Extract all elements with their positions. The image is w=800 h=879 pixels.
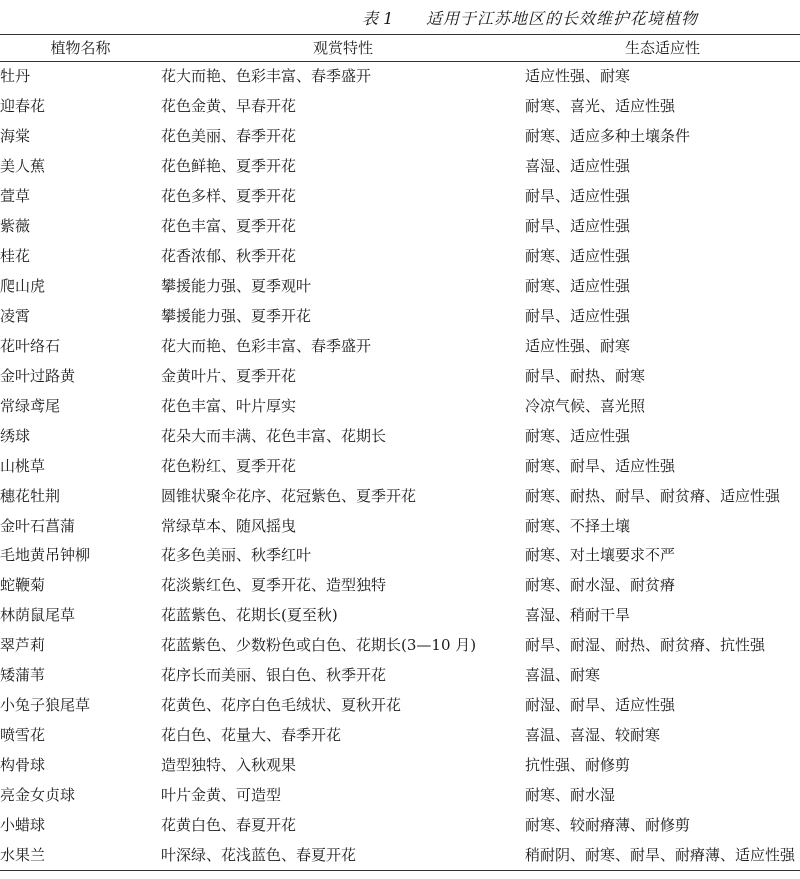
plant-name-cell: 爬山虎 — [0, 277, 46, 296]
table-row — [0, 122, 800, 152]
ecology-cell: 适应性强、耐寒 — [525, 67, 631, 86]
ornamental-cell: 花色美丽、春季开花 — [161, 127, 297, 146]
ornamental-cell: 花大而艳、色彩丰富、春季盛开 — [161, 67, 372, 86]
plant-name-cell: 凌霄 — [0, 306, 31, 325]
plant-name-cell: 绣球 — [0, 426, 31, 445]
ornamental-cell: 造型独特、入秋观果 — [161, 756, 297, 775]
plant-name-cell: 毛地黄吊钟柳 — [0, 546, 91, 565]
table-row — [0, 511, 800, 541]
plant-name-cell: 构骨球 — [0, 756, 46, 775]
ecology-cell: 耐寒、喜光、适应性强 — [525, 97, 676, 116]
ecology-cell: 耐寒、对土壤要求不严 — [525, 546, 676, 565]
ornamental-cell: 攀援能力强、夏季观叶 — [161, 277, 312, 296]
ecology-cell: 耐旱、耐热、耐寒 — [525, 366, 646, 385]
plant-name-cell: 常绿鸢尾 — [0, 396, 61, 415]
plant-name-cell: 穗花牡荆 — [0, 486, 61, 505]
table-row — [0, 631, 800, 661]
table-row — [0, 62, 800, 92]
ornamental-cell: 攀援能力强、夏季开花 — [161, 306, 312, 325]
table-row — [0, 601, 800, 631]
ornamental-cell: 花淡紫红色、夏季开花、造型独特 — [161, 576, 387, 595]
ornamental-cell: 花蓝紫色、花期长(夏至秋) — [161, 606, 338, 625]
plant-name-cell: 金叶石菖蒲 — [0, 516, 76, 535]
table-title: 适用于江苏地区的长效维护花境植物 — [426, 9, 699, 28]
ecology-cell: 耐寒、耐旱、适应性强 — [525, 456, 676, 475]
ornamental-cell: 花朵大而丰满、花色丰富、花期长 — [161, 426, 387, 445]
ecology-cell: 耐旱、适应性强 — [525, 217, 631, 236]
ornamental-cell: 花白色、花量大、春季开花 — [161, 726, 342, 745]
plant-name-cell: 花叶络石 — [0, 336, 61, 355]
ornamental-cell: 圆锥状聚伞花序、花冠紫色、夏季开花 — [161, 486, 417, 505]
ecology-cell: 耐寒、不择土壤 — [525, 516, 631, 535]
plant-name-cell: 迎春花 — [0, 97, 46, 116]
table-header — [0, 35, 800, 62]
table-row — [0, 571, 800, 601]
ecology-cell: 喜温、耐寒 — [525, 666, 601, 685]
table-row — [0, 242, 800, 272]
plant-name-cell: 小兔子狼尾草 — [0, 696, 91, 715]
table-row — [0, 212, 800, 242]
plant-name-cell: 萱草 — [0, 187, 31, 206]
ecology-cell: 喜湿、适应性强 — [525, 157, 631, 176]
ecology-cell: 喜温、喜湿、较耐寒 — [525, 726, 661, 745]
table-row — [0, 721, 800, 751]
column-header-ornamental: 观赏特性 — [161, 35, 525, 62]
ecology-cell: 耐寒、适应性强 — [525, 247, 631, 266]
ornamental-cell: 叶深绿、花浅蓝色、春夏开花 — [161, 840, 525, 870]
ornamental-cell: 花多色美丽、秋季红叶 — [161, 546, 312, 565]
column-header-ecology: 生态适应性 — [525, 35, 800, 62]
table-row — [0, 781, 800, 811]
ornamental-cell: 花色金黄、早春开花 — [161, 97, 297, 116]
ecology-cell: 耐寒、耐热、耐旱、耐贫瘠、适应性强 — [525, 486, 781, 505]
ecology-cell: 冷凉气候、喜光照 — [525, 396, 646, 415]
ornamental-cell: 花色鲜艳、夏季开花 — [161, 157, 297, 176]
ornamental-cell: 花蓝紫色、少数粉色或白色、花期长(3—10 月) — [161, 636, 477, 655]
ecology-cell: 耐旱、耐湿、耐热、耐贫瘠、抗性强 — [525, 636, 766, 655]
table-row — [0, 481, 800, 511]
table-row — [0, 451, 800, 481]
plant-name-cell: 山桃草 — [0, 456, 46, 475]
plant-name-cell: 翠芦莉 — [0, 636, 46, 655]
ecology-cell: 耐湿、耐旱、适应性强 — [525, 696, 676, 715]
ornamental-cell: 叶片金黄、可造型 — [161, 785, 282, 804]
table-row — [0, 331, 800, 361]
plant-name-cell: 小蜡球 — [0, 815, 46, 834]
ornamental-cell: 花色粉红、夏季开花 — [161, 456, 297, 475]
table-row — [0, 661, 800, 691]
table-row — [0, 810, 800, 840]
ornamental-cell: 花序长而美丽、银白色、秋季开花 — [161, 666, 387, 685]
ornamental-cell: 花黄白色、春夏开花 — [161, 815, 297, 834]
ornamental-cell: 花黄色、花序白色毛绒状、夏秋开花 — [161, 696, 402, 715]
plant-name-cell: 美人蕉 — [0, 157, 46, 176]
ecology-cell: 耐旱、适应性强 — [525, 187, 631, 206]
table-row — [0, 272, 800, 302]
table-row — [0, 691, 800, 721]
ornamental-cell: 花色多样、夏季开花 — [161, 187, 297, 206]
ornamental-cell: 花大而艳、色彩丰富、春季盛开 — [161, 336, 372, 355]
table-row — [0, 361, 800, 391]
plant-name-cell: 桂花 — [0, 247, 31, 266]
table-row — [0, 421, 800, 451]
table-row — [0, 751, 800, 781]
column-header-plant-name: 植物名称 — [0, 35, 161, 62]
ecology-cell: 耐寒、耐水湿 — [525, 785, 616, 804]
table-row — [0, 92, 800, 122]
plant-name-cell: 紫薇 — [0, 217, 31, 236]
ornamental-cell: 金黄叶片、夏季开花 — [161, 366, 297, 385]
plant-name-cell: 金叶过路黄 — [0, 366, 76, 385]
plant-name-cell: 喷雪花 — [0, 726, 46, 745]
table-row — [0, 182, 800, 212]
plant-name-cell: 牡丹 — [0, 67, 31, 86]
ecology-cell: 耐寒、适应性强 — [525, 277, 631, 296]
table-row — [0, 541, 800, 571]
header-row — [0, 35, 800, 62]
plant-table — [0, 34, 800, 871]
plant-name-cell: 亮金女贞球 — [0, 785, 76, 804]
table-row — [0, 840, 800, 870]
ornamental-cell: 花香浓郁、秋季开花 — [161, 247, 297, 266]
table-row — [0, 152, 800, 182]
table-row — [0, 391, 800, 421]
ecology-cell: 耐寒、耐水湿、耐贫瘠 — [525, 576, 676, 595]
ecology-cell: 耐寒、适应多种土壤条件 — [525, 127, 691, 146]
ecology-cell: 抗性强、耐修剪 — [525, 756, 631, 775]
plant-name-cell: 海棠 — [0, 127, 31, 146]
table-caption — [0, 6, 800, 32]
ecology-cell: 喜湿、稍耐干旱 — [525, 606, 631, 625]
table-body — [0, 62, 800, 871]
ecology-cell: 耐寒、较耐瘠薄、耐修剪 — [525, 815, 691, 834]
plant-name-cell: 矮蒲苇 — [0, 666, 46, 685]
ecology-cell: 耐旱、适应性强 — [525, 306, 631, 325]
plant-name-cell: 林荫鼠尾草 — [0, 606, 76, 625]
plant-name-cell: 水果兰 — [0, 840, 161, 870]
table-row — [0, 302, 800, 332]
ornamental-cell: 常绿草本、随风摇曳 — [161, 516, 297, 535]
ecology-cell: 适应性强、耐寒 — [525, 336, 631, 355]
ecology-cell: 稍耐阴、耐寒、耐旱、耐瘠薄、适应性强 — [525, 840, 800, 870]
plant-name-cell: 蛇鞭菊 — [0, 576, 46, 595]
ornamental-cell: 花色丰富、叶片厚实 — [161, 396, 297, 415]
table-number: 表 1 — [362, 9, 394, 28]
ornamental-cell: 花色丰富、夏季开花 — [161, 217, 297, 236]
ecology-cell: 耐寒、适应性强 — [525, 426, 631, 445]
